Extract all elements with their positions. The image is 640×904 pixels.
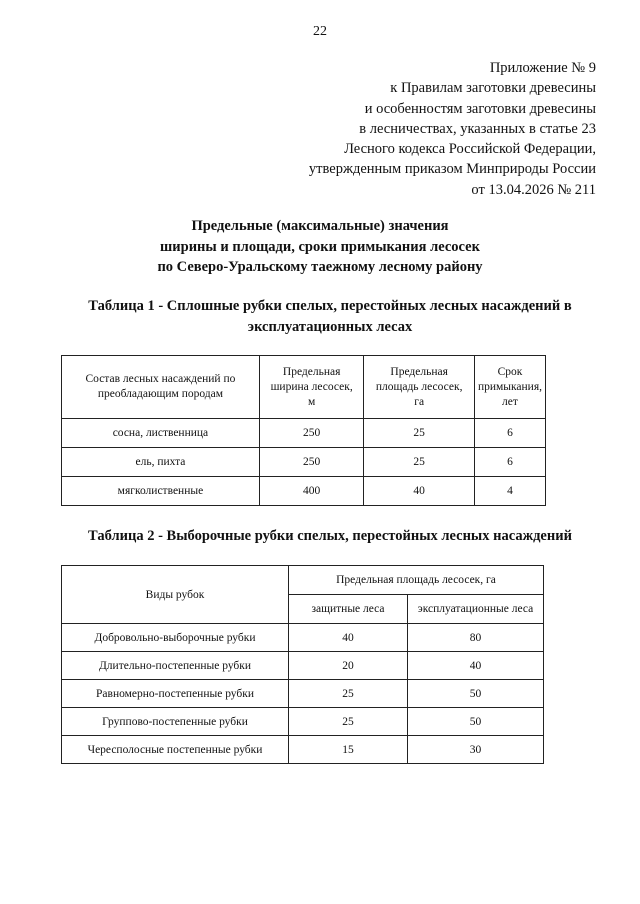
- header-cutting-type: Виды рубок: [62, 566, 289, 624]
- cell-protective: 40: [289, 624, 408, 652]
- cell-exploitation: 30: [408, 736, 544, 764]
- table-row: [62, 736, 544, 764]
- cell-cutting-type: Группово-постепенные рубки: [62, 708, 289, 736]
- table2-title: Таблица 2 - Выборочные рубки спелых, перестойных лесных насаждений: [88, 528, 572, 544]
- header-protective-forests: защитные леса: [289, 595, 408, 624]
- cell-species: мягколиственные: [62, 477, 260, 506]
- cell-species: сосна, лиственница: [62, 419, 260, 448]
- appendix-line: к Правилам заготовки древесины: [390, 80, 596, 97]
- appendix-line: Приложение № 9: [489, 60, 596, 76]
- table1: [61, 355, 546, 506]
- cell-adjacency: 6: [474, 448, 545, 477]
- document-title: [0, 216, 640, 278]
- appendix-line: Лесного кодекса Российской Федерации,: [344, 141, 596, 158]
- table1-title-line: Таблица 1 - Сплошные рубки спелых, перестойных лесных насаждений в: [88, 298, 572, 314]
- header-text: площадь лесосек,: [375, 380, 463, 393]
- cell-area: 25: [364, 419, 475, 448]
- title-line: Предельные (максимальные) значения: [191, 218, 449, 234]
- page-number: 22: [313, 24, 327, 39]
- table1-title: [60, 296, 600, 337]
- cell-exploitation: 50: [408, 680, 544, 708]
- table-row: [62, 680, 544, 708]
- header-text: Состав лесных насаждений по: [85, 373, 236, 385]
- table-row: [62, 708, 544, 736]
- table-row: [62, 624, 544, 652]
- header-area: [364, 356, 475, 419]
- table2: [61, 565, 544, 764]
- appendix-line: утвержденным приказом Минприроды России: [308, 161, 596, 178]
- header-text: ширина лесосек,: [270, 380, 353, 393]
- cell-exploitation: 40: [408, 652, 544, 680]
- header-text: примыкания,: [477, 380, 542, 393]
- cell-species: ель, пихта: [62, 448, 260, 477]
- header-species: [62, 356, 260, 419]
- cell-protective: 25: [289, 708, 408, 736]
- cell-adjacency: 4: [474, 477, 545, 506]
- header-text: лет: [502, 395, 518, 408]
- appendix-line: в лесничествах, указанных в статье 23: [359, 120, 596, 137]
- header-text: преобладающим породам: [97, 388, 224, 400]
- table1-header-row: [62, 356, 546, 419]
- appendix-block: [309, 58, 596, 200]
- header-adjacency: [474, 356, 545, 419]
- cell-width: 400: [259, 477, 364, 506]
- table-row: [62, 419, 546, 448]
- header-exploitation-forests: эксплуатационные леса: [408, 595, 544, 624]
- header-text: м: [308, 395, 316, 408]
- cell-width: 250: [259, 448, 364, 477]
- cell-cutting-type: Добровольно-выборочные рубки: [62, 624, 289, 652]
- appendix-line: и особенностям заготовки древесины: [364, 100, 596, 117]
- header-text: Предельная: [390, 365, 448, 378]
- appendix-line: от 13.04.2026 № 211: [471, 181, 596, 198]
- cell-cutting-type: Чересполосные постепенные рубки: [62, 736, 289, 764]
- cell-exploitation: 80: [408, 624, 544, 652]
- title-line: ширины и площади, сроки примыкания лесосек: [160, 238, 480, 255]
- cell-area: 25: [364, 448, 475, 477]
- cell-exploitation: 50: [408, 708, 544, 736]
- cell-adjacency: 6: [474, 419, 545, 448]
- table1-title-line: эксплуатационных лесах: [247, 318, 413, 335]
- header-text: Срок: [497, 365, 523, 378]
- cell-protective: 15: [289, 736, 408, 764]
- table-row: [62, 652, 544, 680]
- cell-cutting-type: Длительно-постепенные рубки: [62, 652, 289, 680]
- cell-cutting-type: Равномерно-постепенные рубки: [62, 680, 289, 708]
- header-text: Предельная: [282, 365, 341, 378]
- title-line: по Северо-Уральскому таежному лесному району: [157, 259, 483, 275]
- header-max-area: Предельная площадь лесосек, га: [289, 566, 544, 595]
- header-text: га: [414, 395, 425, 408]
- table-row: [62, 448, 546, 477]
- cell-width: 250: [259, 419, 364, 448]
- cell-protective: 25: [289, 680, 408, 708]
- cell-area: 40: [364, 477, 475, 506]
- cell-protective: 20: [289, 652, 408, 680]
- header-width: [259, 356, 364, 419]
- table2-header-row: [62, 566, 544, 595]
- table-row: [62, 477, 546, 506]
